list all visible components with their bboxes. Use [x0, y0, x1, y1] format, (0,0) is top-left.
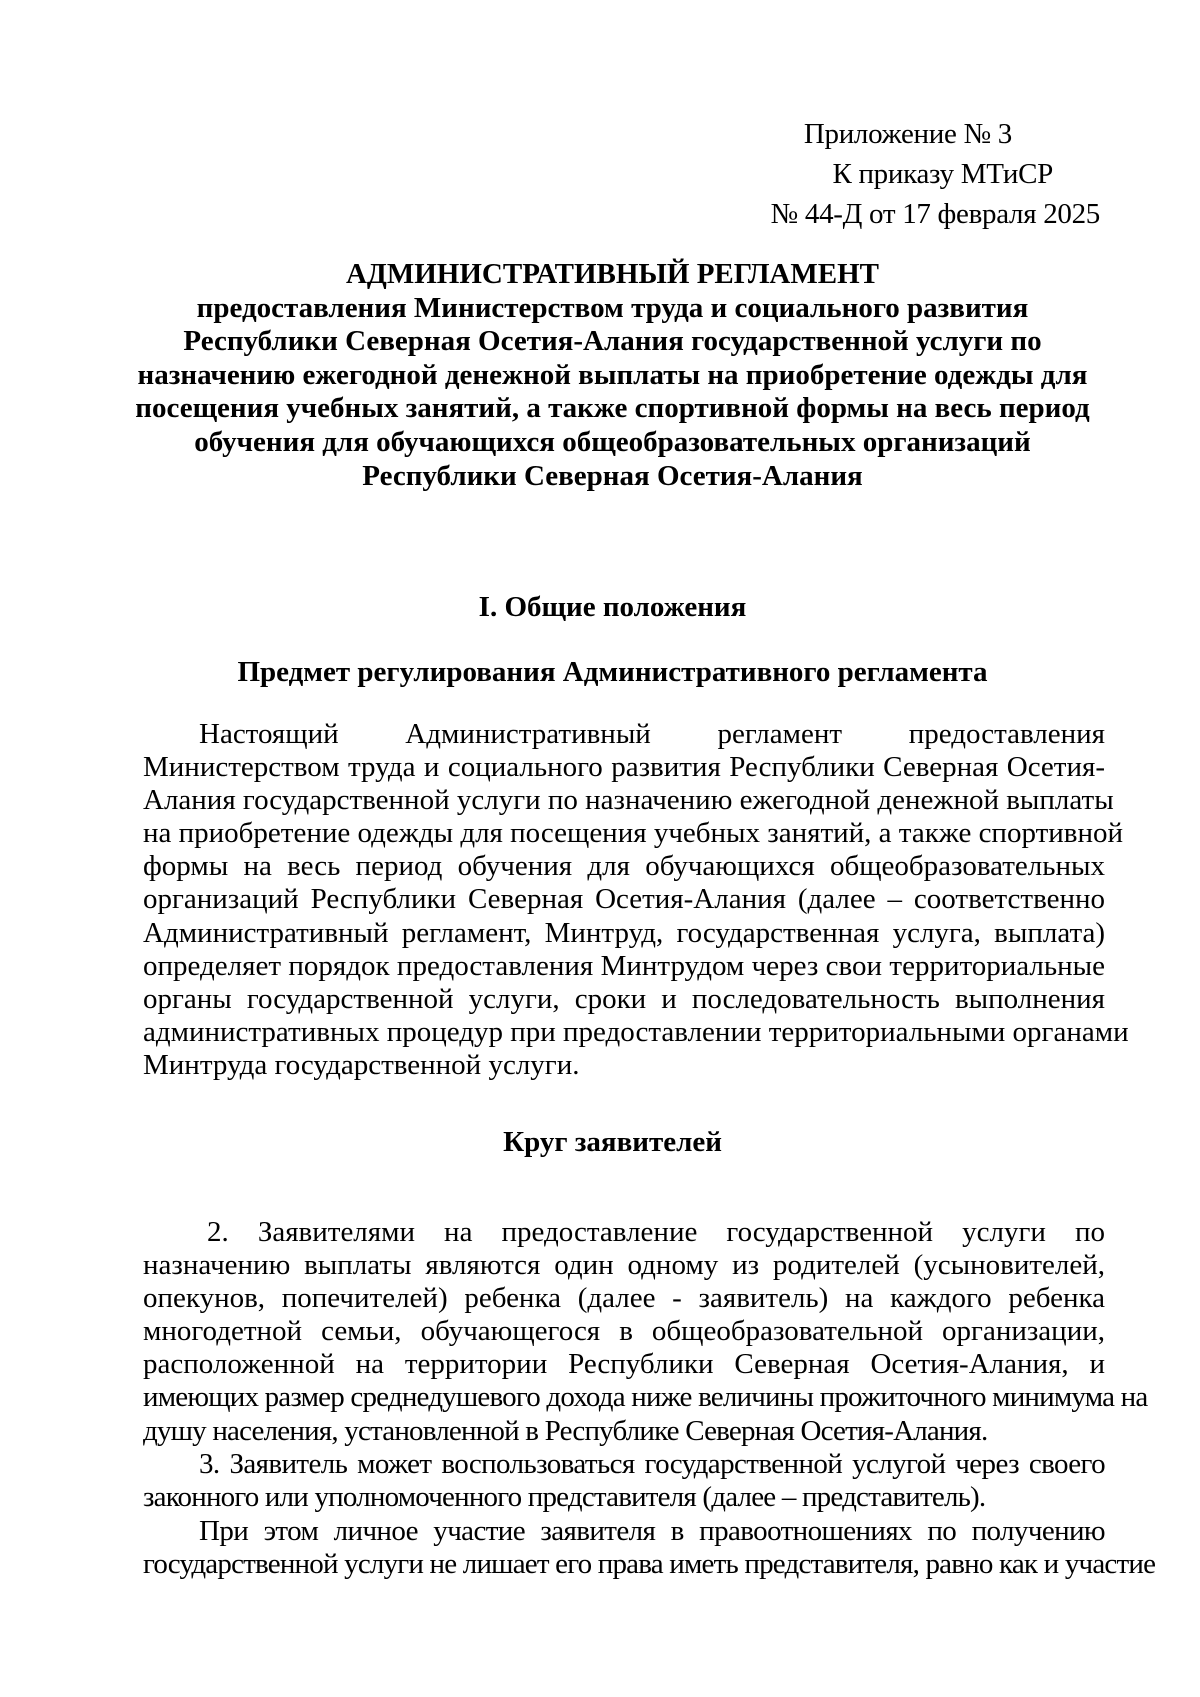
paragraph-line: душу населения, установленной в Республике Северная Осетия-Алания.: [143, 1414, 988, 1447]
appendix-number: Приложение № 3: [803, 118, 1012, 150]
paragraph-line: расположенной на территории Республики Северная Осетия-Алания, и: [143, 1348, 1105, 1381]
paragraph-line: формы на весь период обучения для обучающихся общеобразовательных: [143, 850, 1105, 883]
paragraph-line: Административный регламент, Минтруд, государственная услуга, выплата): [143, 916, 1105, 949]
paragraph-line: При этом личное участие заявителя в правоотношениях по получению: [199, 1515, 1105, 1547]
paragraph-line: органы государственной услуги, сроки и последовательность выполнения: [143, 982, 1105, 1015]
title-line: посещения учебных занятий, а также спортивной формы на весь период: [135, 392, 1090, 425]
subheading-regulation-subject: Предмет регулирования Административного регламента: [237, 656, 988, 688]
appendix-order-reference: К приказу МТиСР: [832, 158, 1053, 190]
title-line: АДМИНИСТРАТИВНЫЙ РЕГЛАМЕНТ: [345, 258, 879, 290]
paragraph-line: государственной услуги не лишает его права иметь представителя, равно как и участие: [143, 1548, 1156, 1581]
paragraph-line: законного или уполномоченного представителя (далее – представитель).: [143, 1481, 986, 1514]
title-line: Республики Северная Осетия-Алания государственной услуги по: [183, 325, 1042, 358]
paragraph-line: административных процедур при предоставлении территориальными органами: [143, 1015, 1129, 1048]
paragraph-item-3: [143, 1448, 1105, 1514]
section-heading-general: I. Общие положения: [478, 591, 747, 623]
title-line: Республики Северная Осетия-Алания: [362, 459, 863, 492]
paragraph-line: Министерством труда и социального развития Республики Северная Осетия-: [143, 751, 1105, 784]
paragraph-line: определяет порядок предоставления Минтрудом через свои территориальные: [143, 949, 1105, 982]
paragraph-line: назначению выплаты являются один одному из родителей (усыновителей,: [143, 1249, 1105, 1282]
paragraph-line: Алания государственной услуги по назначению ежегодной денежной выплаты: [143, 784, 1114, 817]
paragraph-line: имеющих размер среднедушевого дохода ниже величины прожиточного минимума на: [143, 1381, 1148, 1414]
paragraph-line: на приобретение одежды для посещения учебных занятий, а также спортивной: [143, 817, 1123, 850]
document-title: [130, 258, 1095, 493]
paragraph-line: Минтруда государственной услуги.: [143, 1048, 580, 1081]
title-line: назначению ежегодной денежной выплаты на приобретение одежды для: [137, 358, 1088, 391]
paragraph-line: опекунов, попечителей) ребенка (далее - заявитель) на каждого ребенка: [143, 1282, 1105, 1315]
title-line: предоставления Министерством труда и социального развития: [196, 291, 1029, 324]
section-heading-applicants: Круг заявителей: [503, 1126, 722, 1158]
paragraph-item-2: [143, 1216, 1148, 1448]
paragraph-line: 2. Заявителями на предоставление государственной услуги по: [207, 1216, 1105, 1248]
paragraph-line: Настоящий Административный регламент предоставления: [199, 718, 1105, 750]
appendix-header: [700, 114, 1100, 234]
appendix-order-date: № 44-Д от 17 февраля 2025: [770, 198, 1100, 230]
paragraph-regulation-subject: [143, 718, 1129, 1082]
title-line: обучения для обучающихся общеобразовательных организаций: [194, 425, 1031, 458]
paragraph-line: организаций Республики Северная Осетия-Алания (далее – соответственно: [143, 883, 1105, 916]
paragraph-item-3-continuation: [143, 1515, 1156, 1581]
paragraph-line: многодетной семьи, обучающегося в общеобразовательной организации,: [143, 1315, 1105, 1348]
paragraph-line: 3. Заявитель может воспользоваться государственной услугой через своего: [199, 1448, 1105, 1480]
